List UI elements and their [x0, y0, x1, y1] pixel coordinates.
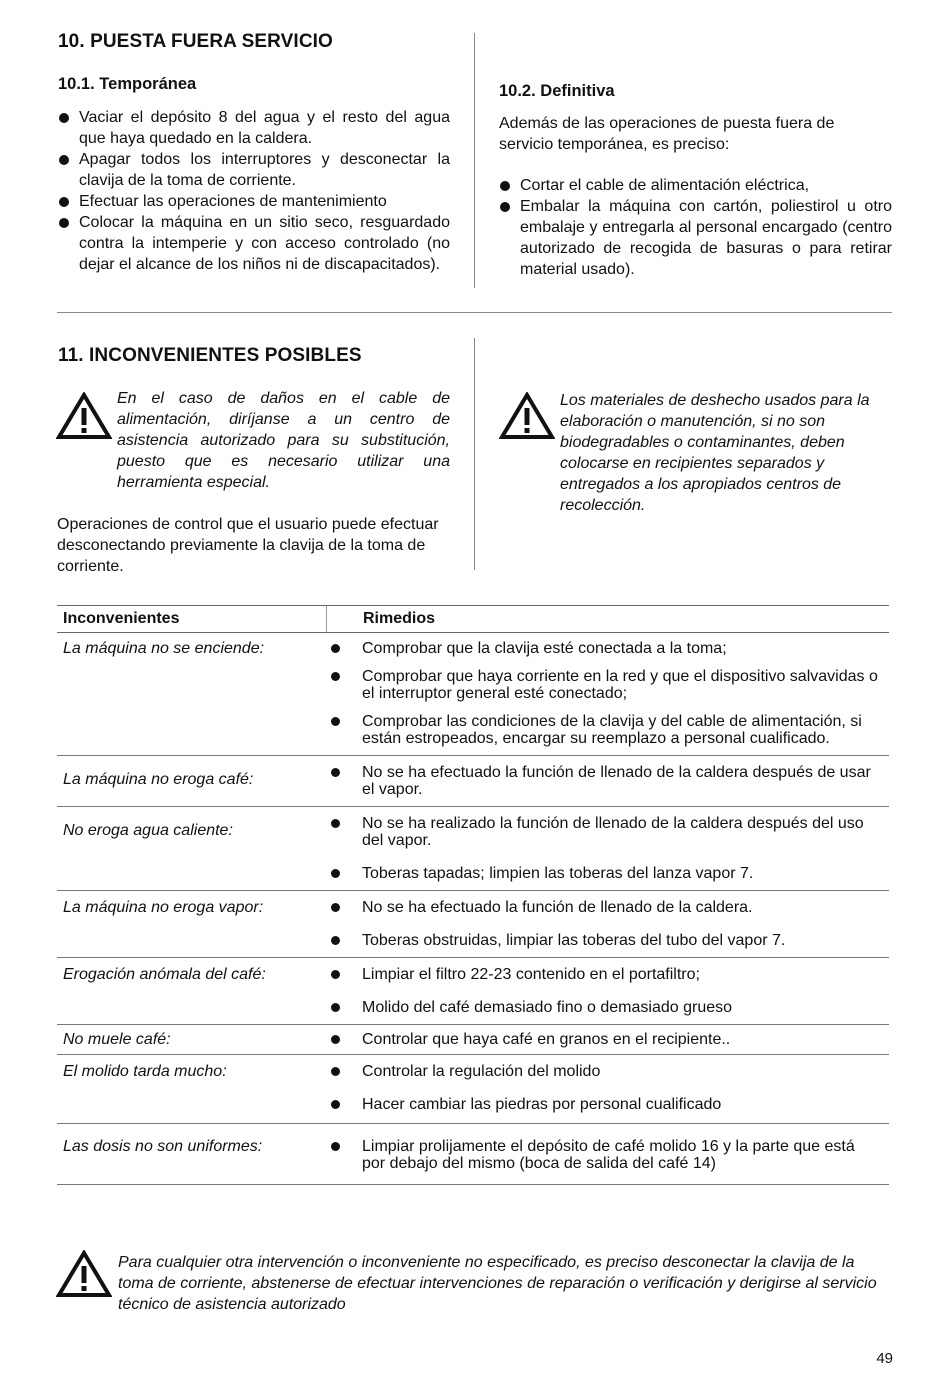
header-problems: Inconvenientes: [57, 606, 327, 632]
list-item: Embalar la máquina con cartón, poliestirol u otro embalaje y entregarla al personal encargado (centro autorizado de recogida de basuras o para retirar material usado).: [499, 196, 892, 280]
remedy-item: Toberas obstruidas, limpiar las toberas del tubo del vapor 7.: [362, 932, 889, 949]
section-10-1-title: 10.1. Temporánea: [58, 75, 197, 93]
problem-cell: La máquina no se enciende:: [63, 640, 265, 657]
remedy-item: Controlar que haya café en granos en el recipiente..: [362, 1031, 889, 1048]
final-warning-text: Para cualquier otra intervención o inconveniente no especificado, es preciso desconectar la clavija de la toma de corriente, abstenerse de efectuar intervenciones de reparación o verificación y derigirse al servicio técnico de asistencia autorizado: [118, 1254, 877, 1313]
table-row: [57, 891, 889, 958]
table-row: [57, 1025, 889, 1055]
remedy-item: No se ha efectuado la función de llenado de la caldera después de usar el vapor.: [362, 764, 889, 798]
remedy-item: Limpiar el filtro 22-23 contenido en el portafiltro;: [362, 966, 889, 983]
remedy-item: Controlar la regulación del molido: [362, 1063, 889, 1080]
warning-text-waste: Los materiales de deshecho usados para la elaboración o manutención, si no son biodegradables o contaminantes, deben colocarse en recipientes separados y entregados a los apropiados centros de recolección.: [560, 392, 870, 514]
remedies-cell: [326, 897, 889, 951]
remedies-cell: [326, 1061, 889, 1117]
table-row: [57, 1055, 889, 1124]
remedy-item: No se ha efectuado la función de llenado de la caldera.: [362, 899, 889, 916]
remedy-item: Comprobar que haya corriente en la red y que el dispositivo salvavidas o el interruptor general esté conectado;: [362, 668, 889, 702]
remedies-cell: [326, 638, 889, 749]
remedies-cell: [326, 1029, 889, 1050]
remedy-item: Comprobar las condiciones de la clavija y del cable de alimentación, si están estropeados, encargar su reemplazo a personal cualificado.: [362, 713, 889, 747]
list-item: Colocar la máquina en un sitio seco, resguardado contra la intemperie y con acceso controlado (no dejar el alcance de los niños ni de discapacitados).: [58, 212, 450, 275]
remedy-item: Molido del café demasiado fino o demasiado grueso: [362, 999, 889, 1016]
table-row: [57, 633, 889, 756]
problem-cell: La máquina no eroga café:: [63, 771, 254, 788]
remedy-item: Comprobar que la clavija esté conectada a la toma;: [362, 640, 889, 657]
problem-cell: Erogación anómala del café:: [63, 966, 266, 983]
table-header: [57, 605, 889, 633]
warning-icon: [56, 392, 112, 440]
remedies-cell: [326, 964, 889, 1018]
troubleshooting-table: [57, 605, 889, 1185]
header-remedies: Rimedios: [363, 610, 436, 627]
page-number: 49: [876, 1350, 893, 1367]
remedy-item: Limpiar prolijamente el depósito de café molido 16 y la parte que está por debajo del mismo (boca de salida del café 14): [362, 1138, 889, 1172]
problem-cell: Las dosis no son uniformes:: [63, 1138, 263, 1155]
section-10-2-title: 10.2. Definitiva: [499, 82, 615, 100]
problem-cell: No muele café:: [63, 1031, 171, 1048]
warning-text-cable: En el caso de daños en el cable de alimentación, diríjanse a un centro de asistencia autorizado para su substitución, puesto que es necesario utilizar una herramienta especial.: [117, 390, 450, 491]
remedies-cell: [326, 813, 889, 884]
table-row: [57, 1124, 889, 1185]
problem-cell: No eroga agua caliente:: [63, 822, 233, 839]
problem-cell: La máquina no eroga vapor:: [63, 899, 264, 916]
remedy-item: Hacer cambiar las piedras por personal cualificado: [362, 1096, 889, 1113]
control-intro: Operaciones de control que el usuario puede efectuar desconectando previamente la clavija de la toma de corriente.: [57, 516, 439, 575]
column-divider: [474, 338, 475, 570]
remedies-cell: [326, 762, 889, 800]
table-row: [57, 756, 889, 807]
remedies-cell: [326, 1136, 889, 1174]
section-10-title: 10. PUESTA FUERA SERVICIO: [58, 31, 333, 52]
section-11-title: 11. INCONVENIENTES POSIBLES: [58, 345, 362, 366]
list-item: Apagar todos los interruptores y desconectar la clavija de la toma de corriente.: [58, 149, 450, 191]
warning-icon: [56, 1250, 112, 1298]
list-item: Efectuar las operaciones de mantenimiento: [58, 191, 450, 212]
table-row: [57, 958, 889, 1025]
definitive-list: [499, 175, 892, 280]
temporary-list: [58, 107, 450, 275]
warning-icon: [499, 392, 555, 440]
list-item: Cortar el cable de alimentación eléctrica,: [499, 175, 892, 196]
column-divider: [474, 33, 475, 288]
section-divider: [57, 312, 892, 313]
remedy-item: Toberas tapadas; limpien las toberas del lanza vapor 7.: [362, 865, 889, 882]
table-row: [57, 807, 889, 891]
remedy-item: No se ha realizado la función de llenado de la caldera después del uso del vapor.: [362, 815, 889, 849]
definitive-intro: Además de las operaciones de puesta fuera de servicio temporánea, es preciso:: [499, 115, 835, 153]
list-item: Vaciar el depósito 8 del agua y el resto del agua que haya quedado en la caldera.: [58, 107, 450, 149]
problem-cell: El molido tarda mucho:: [63, 1063, 227, 1080]
